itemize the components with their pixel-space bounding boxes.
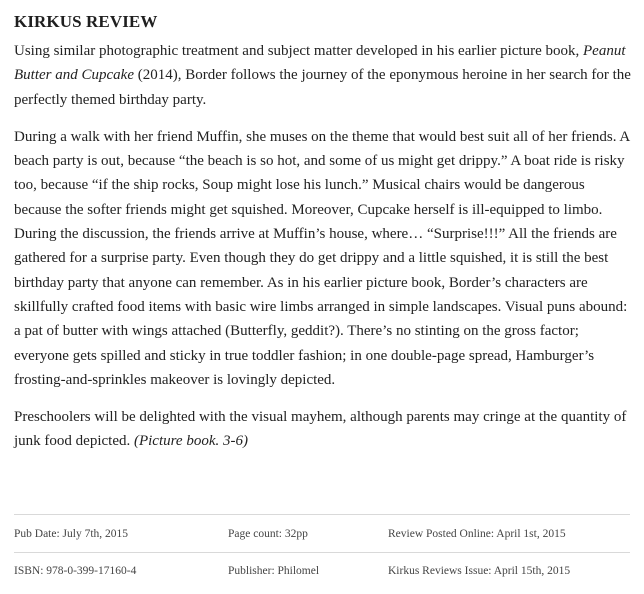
review-heading: KIRKUS REVIEW [14,12,158,31]
reviews-issue-date: Kirkus Reviews Issue: April 15th, 2015 [388,565,571,577]
pub-date: Pub Date: July 7th, 2015 [14,527,129,540]
review-posted-date: Review Posted Online: April 1st, 2015 [388,527,566,540]
publication-details [14,514,630,589]
review-paragraph-1 [14,39,634,112]
meta-row-2 [14,552,630,589]
book-title: Peanut Butter and Cupcake [14,43,626,84]
page-count: Page count: 32pp [228,527,308,540]
paragraph-3-text: Preschoolers will be delighted with the visual mayhem, although parents may cringe at the quantity of junk food depicted. [14,409,627,450]
review-section [14,9,634,467]
genre-age-tag: (Picture book. 3-6) [133,433,248,450]
review-paragraph-3 [14,405,634,454]
paragraph-1-rest: (2014), Border follows the journey of the eponymous heroine in her search for the perfectly themed birthday party. [14,67,631,108]
publisher: Publisher: Philomel [228,565,320,577]
paragraph-1-intro: Using similar photographic treatment and subject matter developed in his earlier picture book, [14,43,583,59]
review-paragraph-2: During a walk with her friend Muffin, she muses on the theme that would best suit all of her friends. A beach party is out, because “the beach is so hot, and some of us might get drippy.” A boat ride is risky too, because “if the ship rocks, Soup might lose his lunch.” Musical chairs would be dangerous because the softer friends might get squished. Moreover, Cupcake herself is ill-equipped to limbo. During the discussion, the friends arrive at Muffin’s house, where… “Surprise!!!” All the friends are gathered for a surprise party. Even though they do get drippy and a little squished, it is still the best birthday party that anyone can remember. As in his earlier picture book, Border’s characters are skillfully crafted food items with basic wire limbs arranged in simple landscapes. Visual puns abound: a pat of butter with wings attached (Butterfly, geddit?). There’s no stinting on the gross factor; everyone gets spilled and sticky in true toddler fashion; in one double-page spread, Hamburger’s frosting-and-sprinkles makeover is lovingly depicted. [14,128,630,388]
meta-row-1 [14,514,630,552]
isbn: ISBN: 978-0-399-17160-4 [14,565,137,577]
